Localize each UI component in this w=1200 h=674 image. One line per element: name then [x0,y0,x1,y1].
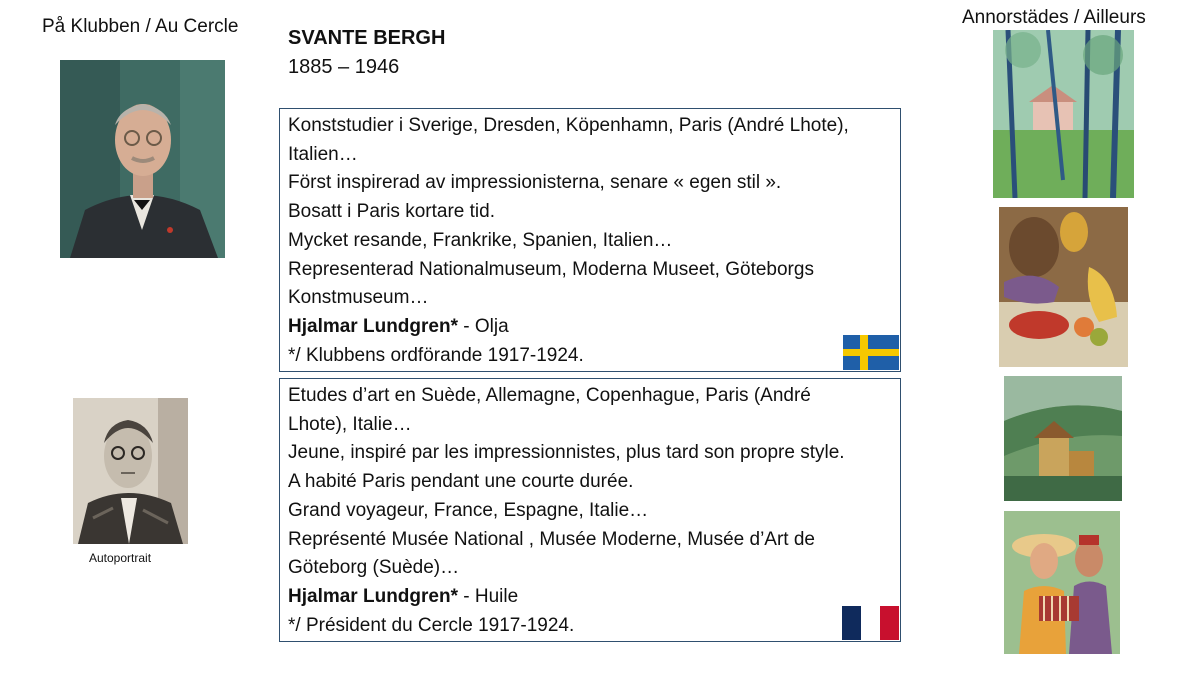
club-portrait-painting [60,60,225,258]
bio-line: Göteborg (Suède)… [288,557,460,579]
bio-line: Représenté Musée National , Musée Moderne, Musée d’Art de [288,528,815,550]
self-portrait-caption: Autoportrait [89,551,152,565]
artist-name: SVANTE BERGH [288,27,446,49]
club-heading: På Klubben / Au Cercle [42,16,239,37]
footnote: */ Président du Cercle 1917-1924. [288,614,575,636]
portrait-credit [288,313,892,342]
bio-line: Jeune, inspiré par les impressionnistes, plus tard son propre style. [288,442,845,464]
french-flag-icon [842,606,899,640]
landscape-trees-painting [993,30,1134,198]
bio-line: A habité Paris pendant une courte durée. [288,471,634,493]
portrait-medium: - Huile [457,585,519,607]
self-portrait-drawing [73,398,188,544]
bio-line: Konststudier i Sverige, Dresden, Köpenhamn, Paris (André Lhote), [288,115,849,136]
bio-line: Grand voyageur, France, Espagne, Italie… [288,499,649,521]
portrait-artist: Hjalmar Lundgren* [288,315,458,337]
french-bio-box [279,378,901,642]
swedish-flag-icon [843,335,899,370]
hillside-village-painting [1004,376,1122,501]
bio-line: Etudes d’art en Suède, Allemagne, Copenhague, Paris (André [288,385,811,406]
bio-line: Konstmuseum… [288,287,429,309]
elsewhere-heading: Annorstädes / Ailleurs [962,7,1146,28]
swedish-bio-box [279,108,901,372]
bio-line: Mycket resande, Frankrike, Spanien, Italien… [288,229,673,251]
still-life-fruit-painting [999,207,1128,367]
portrait-medium: - Olja [457,315,509,337]
couple-accordion-painting [1004,511,1120,654]
portrait-artist: Hjalmar Lundgren* [288,585,458,607]
portrait-credit [288,583,892,612]
bio-line: Lhote), Italie… [288,413,412,435]
bio-line: Italien… [288,143,358,165]
bio-line: Först inspirerad av impressionisterna, senare « egen stil ». [288,172,782,194]
bio-line: Representerad Nationalmuseum, Moderna Museet, Göteborgs [288,258,814,280]
artist-years: 1885 – 1946 [288,56,400,78]
bio-line: Bosatt i Paris kortare tid. [288,201,495,223]
footnote: */ Klubbens ordförande 1917-1924. [288,344,584,366]
